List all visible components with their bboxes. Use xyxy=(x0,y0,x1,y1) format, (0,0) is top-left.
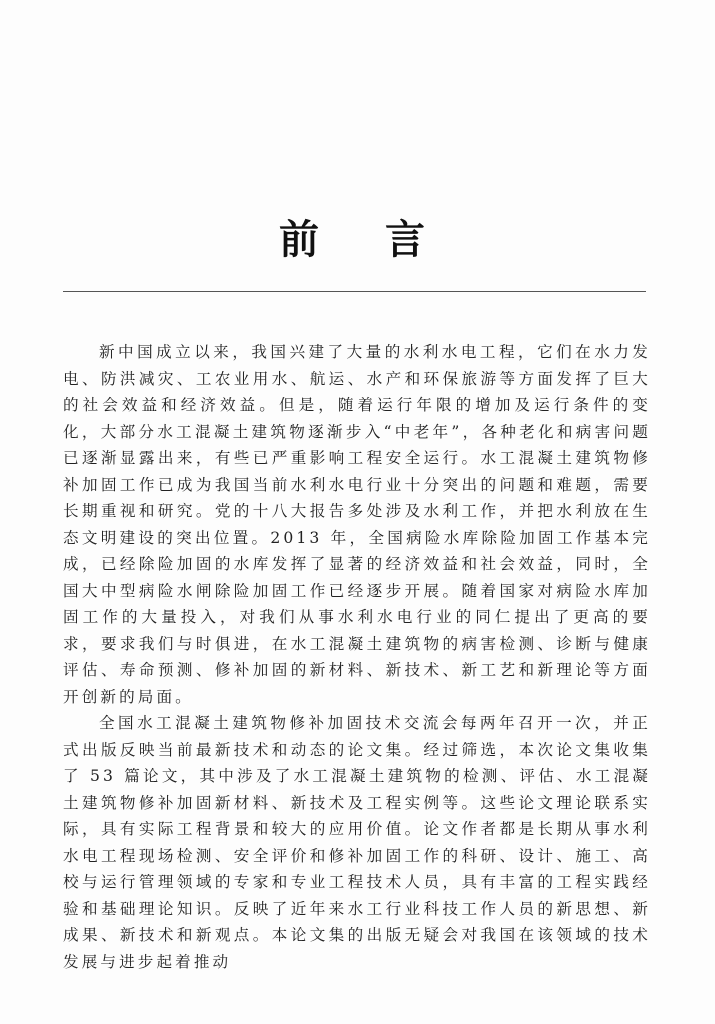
title-divider xyxy=(63,291,646,292)
paragraph-2: 全国水工混凝土建筑物修补加固技术交流会每两年召开一次，并正式出版反映当前最新技术和动态的论文集。经过筛选，本次论文集收集了 53 篇论文，其中涉及了水工混凝土建筑物的检测、评估、水工混凝土建筑物修补加固新材料、新技术及工程实例等。这些论文理论联系实际，具有实际工程背景和较大的应用价值。论文作者都是长期从事水利水电工程现场检测、安全评价和修补加固工作的科研、设计、施工、高校与运行管理领域的专家和专业工程技术人员，具有丰富的工程实践经验和基础理论知识。反映了近年来水工行业科技工作人员的新思想、新成果、新技术和新观点。本论文集的出版无疑会对我国在该领域的技术发展与进步起着推动 xyxy=(63,714,651,971)
page-title-char-1: 前 xyxy=(279,217,319,263)
body-text xyxy=(63,339,651,975)
page-title xyxy=(0,212,715,272)
paragraph-1: 新中国成立以来，我国兴建了大量的水利水电工程，它们在水力发电、防洪减灾、工农业用水、航运、水产和环保旅游等方面发挥了巨大的社会效益和经济效益。但是，随着运行年限的增加及运行条件的变化，大部分水工混凝土建筑物逐渐步入“中老年”，各种老化和病害问题已逐渐显露出来，有些已严重影响工程安全运行。水工混凝土建筑物修补加固工作已成为我国当前水利水电行业十分突出的问题和难题，需要长期重视和研究。党的十八大报告多处涉及水利工作，并把水利放在生态文明建设的突出位置。2013 年，全国病险水库除险加固工作基本完成，已经除险加固的水库发挥了显著的经济效益和社会效益，同时，全国大中型病险水闸除险加固工作已经逐步开展。随着国家对病险水库加固工作的大量投入，对我们从事水利水电行业的同仁提出了更高的要求，要求我们与时俱进，在水工混凝土建筑物的病害检测、诊断与健康评估、寿命预测、修补加固的新材料、新技术、新工艺和新理论等方面开创新的局面。 xyxy=(63,343,651,706)
page-title-char-2: 言 xyxy=(385,217,425,263)
